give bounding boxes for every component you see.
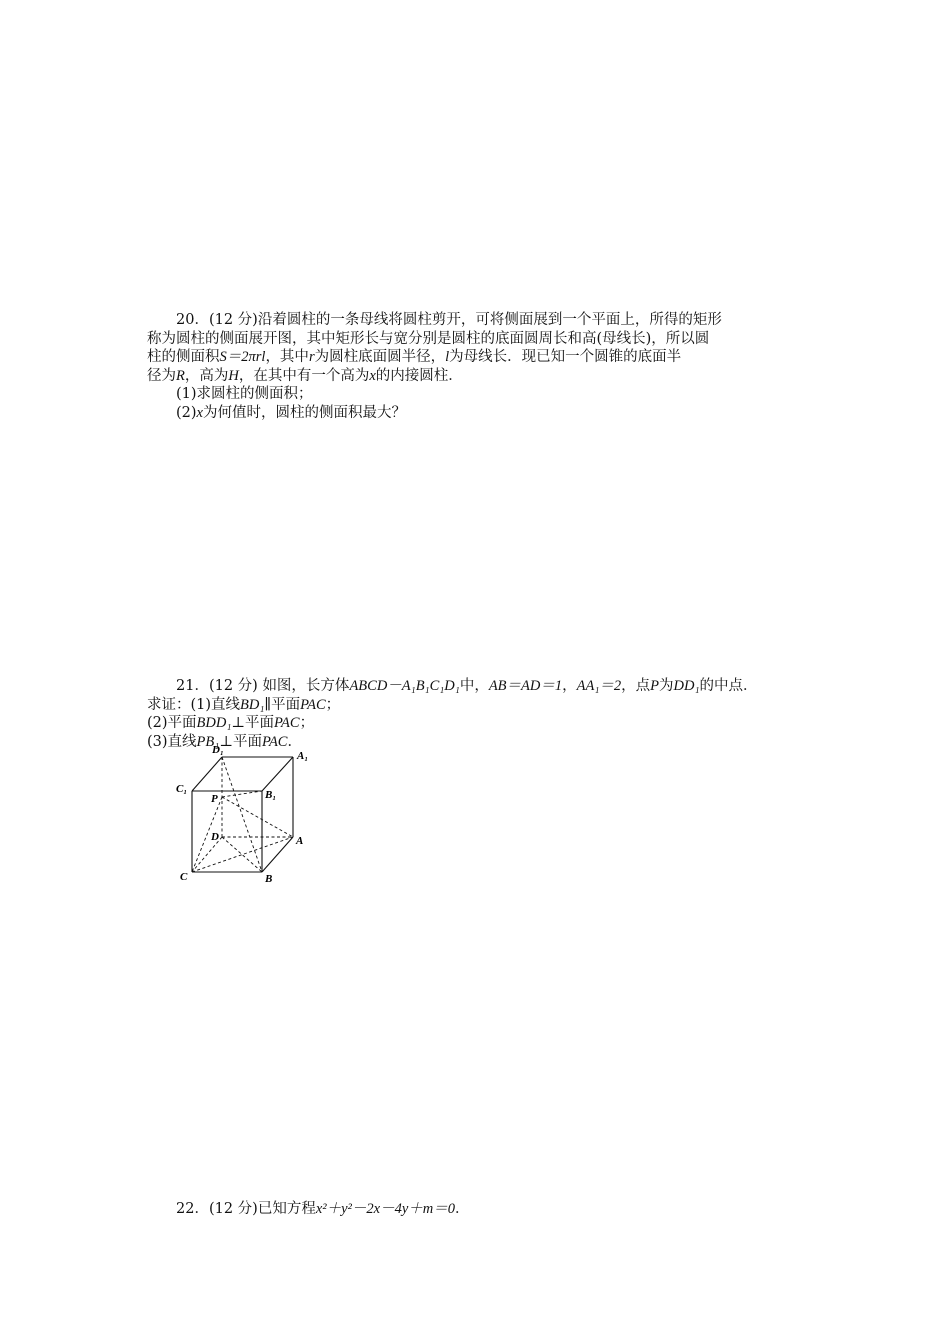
q20-formula-lateral-area: S＝2πrl xyxy=(219,349,266,365)
q21-item1-b: ∥平面 xyxy=(264,696,301,713)
q22-equation: x²＋y²－2x－4y＋m＝0 xyxy=(315,1201,455,1217)
q21-item2-a: (2)平面 xyxy=(147,715,197,731)
q22-line-1 xyxy=(147,1200,807,1219)
q22-text-b: ． xyxy=(455,1201,470,1217)
diagonal-DB xyxy=(222,837,262,872)
q21-score: (12 分) xyxy=(208,678,258,694)
q20-line-1 xyxy=(147,311,807,330)
q21-line-1 xyxy=(147,677,807,696)
q21-item3-a: (3)直线 xyxy=(147,733,197,750)
q21-item2-plane2: PAC xyxy=(274,715,300,731)
question-22 xyxy=(147,1200,807,1219)
q20-text-4a: 径为 xyxy=(147,367,176,384)
q20-text-3c: 为圆柱底面圆半径， xyxy=(314,349,446,365)
q20-score: (12 分) xyxy=(208,312,258,328)
q21-item2-b: ⊥平面 xyxy=(231,715,275,731)
cuboid-diagram xyxy=(172,740,322,888)
q21-item1-c: ； xyxy=(325,696,341,713)
q20-text-4d: 的内接圆柱． xyxy=(375,367,463,384)
q21-item1-line: BD₁ xyxy=(240,696,265,713)
q21-item3-line: PB₁ xyxy=(196,733,220,750)
segment-PB1 xyxy=(222,791,262,797)
q20-sub2-var-x: x xyxy=(196,404,203,421)
q20-text-4c: ，在其中有一个高为 xyxy=(238,367,370,384)
q20-text-1: 沿着圆柱的一条母线将圆柱剪开，可将侧面展到一个平面上，所得的矩形 xyxy=(257,312,722,328)
q21-text-c: ， xyxy=(562,678,577,694)
q21-item2-plane1: BDD₁ xyxy=(196,715,232,731)
q20-line-3 xyxy=(147,348,807,367)
q21-item2-c: ； xyxy=(299,715,315,731)
q21-item3-c: ． xyxy=(287,733,302,750)
q20-sub-1: (1)求圆柱的侧面积； xyxy=(176,386,313,402)
edge-A1B1 xyxy=(262,757,293,791)
q21-condition-2: AA₁＝2 xyxy=(576,678,622,694)
q20-text-3b: ，其中 xyxy=(265,349,309,365)
q22-number: 22． xyxy=(176,1201,209,1217)
label-A: A xyxy=(296,835,304,847)
segment-PA xyxy=(222,797,293,837)
q21-number: 21． xyxy=(176,678,209,694)
q21-item3-plane: PAC xyxy=(261,733,288,750)
q20-var-r: r xyxy=(308,349,315,365)
label-B: B xyxy=(265,873,273,885)
q20-var-x: x xyxy=(369,367,376,384)
q21-text-f: 的中点． xyxy=(699,678,758,694)
q21-text-a: 如图，长方体 xyxy=(262,678,350,694)
label-D: D xyxy=(211,831,219,843)
q21-item1-plane: PAC xyxy=(300,696,326,713)
q20-sub2-label: (2) xyxy=(176,404,197,421)
q22-score: (12 分) xyxy=(208,1201,258,1217)
q20-line-2: 称为圆柱的侧面展开图，其中矩形长与宽分别是圆柱的底面圆周长和高(母线长)，所以圆 xyxy=(147,330,710,347)
q20-line-4 xyxy=(147,367,807,386)
q21-point-P: P xyxy=(650,678,659,694)
q20-var-H: H xyxy=(228,367,239,384)
label-B1: B₁ xyxy=(265,789,277,801)
q20-text-4b: ，高为 xyxy=(184,367,229,384)
question-20 xyxy=(147,311,807,422)
label-D1: D₁ xyxy=(212,744,224,756)
label-C1: C₁ xyxy=(176,783,188,795)
q21-condition-1: AB＝AD＝1 xyxy=(488,678,563,694)
q21-proof-label: 求证： xyxy=(147,696,191,713)
cuboid-figure xyxy=(172,740,322,888)
label-P: P xyxy=(211,793,218,805)
q20-sub2-text: 为何值时，圆柱的侧面积最大？ xyxy=(202,404,406,421)
q21-text-d: ，点 xyxy=(621,678,651,694)
q20-var-R: R xyxy=(176,367,185,384)
q20-var-l: l xyxy=(445,349,450,365)
q21-solid-name: ABCD－A₁B₁C₁D₁ xyxy=(349,678,460,694)
q20-number: 20． xyxy=(176,312,209,328)
q20-sub-2 xyxy=(147,404,807,423)
edge-D1C1 xyxy=(192,757,222,791)
label-C: C xyxy=(180,871,188,883)
diagonal-BD1 xyxy=(222,757,262,872)
q21-item1-a: (1)直线 xyxy=(190,696,241,713)
q21-segment-DD1: DD₁ xyxy=(673,678,700,694)
q21-line-3 xyxy=(147,714,807,733)
q20-text-3d: 为母线长．现已知一个圆锥的底面半 xyxy=(449,349,682,365)
q21-item3-b: ⊥平面 xyxy=(219,733,262,750)
label-A1: A₁ xyxy=(297,750,309,762)
q21-text-b: 中， xyxy=(459,678,489,694)
q22-text-a: 已知方程 xyxy=(257,1201,316,1217)
q20-text-3a: 柱的侧面积 xyxy=(147,349,220,365)
q21-line-2 xyxy=(147,696,807,715)
q21-text-e: 为 xyxy=(659,678,674,694)
